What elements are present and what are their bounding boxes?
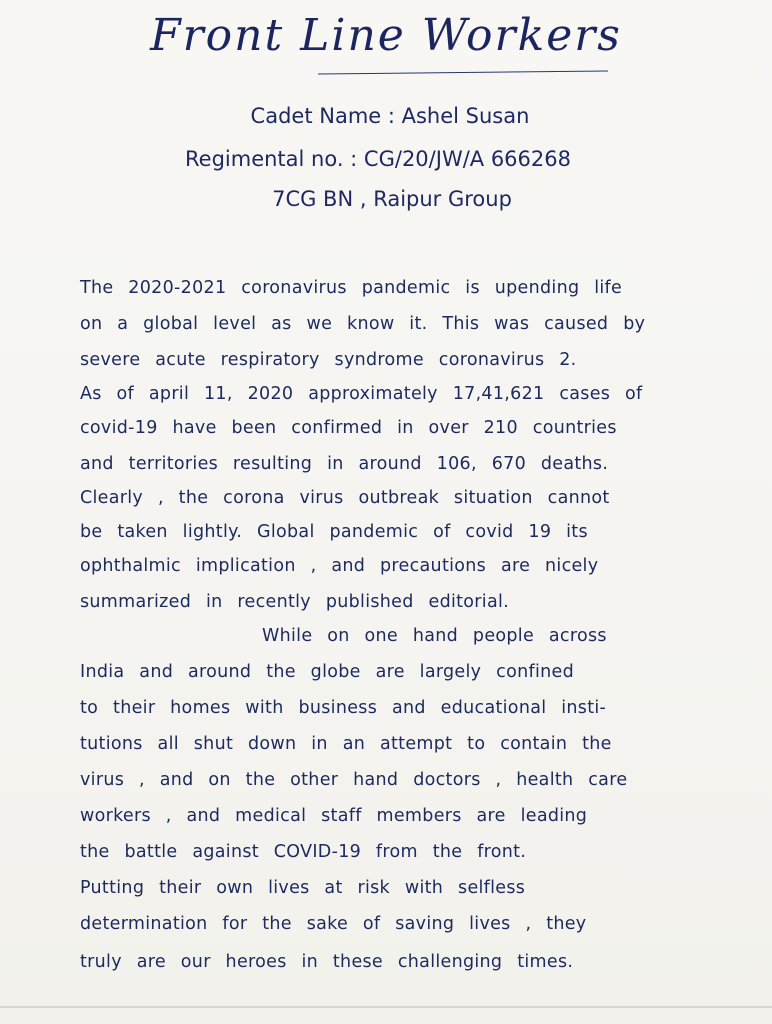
body-line: the battle against COVID-19 from the front. bbox=[80, 842, 527, 862]
page-edge-divider bbox=[0, 1006, 772, 1008]
document-title: Front Line Workers bbox=[150, 10, 622, 61]
regimental-number-line: Regimental no. : CG/20/JW/A 666268 bbox=[185, 147, 571, 171]
body-line: Putting their own lives at risk with selfless bbox=[80, 878, 526, 898]
unit-line: 7CG BN , Raipur Group bbox=[272, 187, 512, 211]
body-line: ophthalmic implication , and precautions are nicely bbox=[80, 556, 599, 576]
body-line: The 2020-2021 coronavirus pandemic is upending life bbox=[80, 278, 623, 298]
body-line: severe acute respiratory syndrome coronavirus 2. bbox=[80, 350, 577, 370]
body-line: determination for the sake of saving lives , they bbox=[80, 914, 587, 934]
body-line: on a global level as we know it. This was caused by bbox=[80, 314, 646, 334]
title-underline bbox=[318, 70, 608, 74]
body-line: to their homes with business and educational insti- bbox=[80, 698, 607, 718]
body-line: summarized in recently published editorial. bbox=[80, 592, 510, 612]
body-line: While on one hand people across bbox=[262, 626, 607, 646]
body-line: be taken lightly. Global pandemic of covid 19 its bbox=[80, 522, 588, 542]
body-line: India and around the globe are largely confined bbox=[80, 662, 574, 682]
body-line: As of april 11, 2020 approximately 17,41,621 cases of bbox=[80, 384, 643, 404]
body-line: tutions all shut down in an attempt to contain the bbox=[80, 734, 612, 754]
body-line: and territories resulting in around 106, 670 deaths. bbox=[80, 454, 609, 474]
body-line: covid-19 have been confirmed in over 210 countries bbox=[80, 418, 617, 438]
body-line: virus , and on the other hand doctors , health care bbox=[80, 770, 628, 790]
body-line: truly are our heroes in these challenging times. bbox=[80, 952, 574, 972]
body-line: workers , and medical staff members are leading bbox=[80, 806, 588, 826]
body-line: Clearly , the corona virus outbreak situation cannot bbox=[80, 488, 610, 508]
cadet-name-line: Cadet Name : Ashel Susan bbox=[250, 104, 530, 128]
